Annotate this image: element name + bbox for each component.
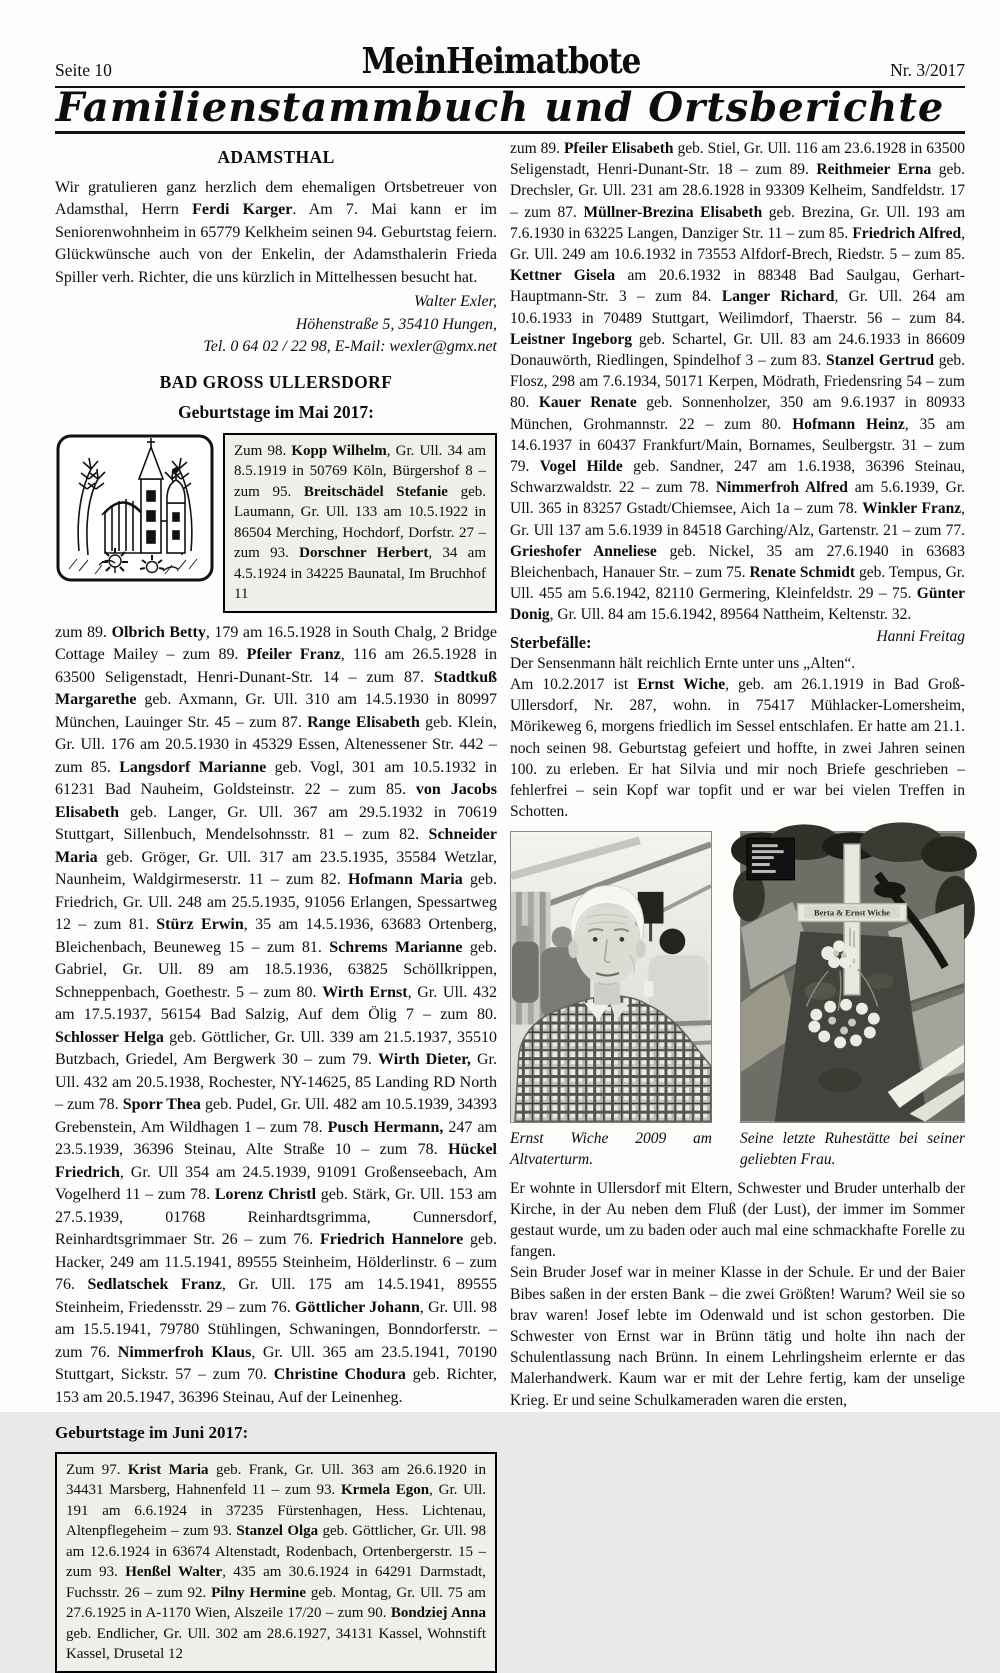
photo-row bbox=[510, 831, 965, 1170]
may-birthdays-heading: Geburtstage im Mai 2017: bbox=[178, 402, 374, 422]
june-birthdays-box: Zum 97. Krist Maria geb. Frank, Gr. Ull. 363 am 26.6.1920 in 34431 Marsberg, Hahnenfeld 11 – zum 93. Krmela Egon, Gr. Ull. 191 am 6.6.1924 in 37235 Fürstenhagen, Hess. Lichtenau, Altenpflegeheim – zum 93. Stanzel Olga geb. Göttlicher, Gr. Ull. 98 am 12.6.1924 in 63674 Altenstadt, Rodenbach, Ortenbergerstr. 15 – zum 93. Henßel Walter, 435 am 30.6.1924 in 64291 Darmstadt, Fuchsstr. 26 – zum 92. Pilny Hermine geb. Montag, Gr. Ull. 75 am 27.6.1925 in A-1170 Wien, Alszeile 17/20 – zum 90. Bondziej Anna geb. Endlicher, Gr. Ull. 302 am 28.6.1927, 34131 Kassel, Wohnstift Kassel, Drusetal 12 bbox=[55, 1452, 497, 1673]
grave-photo bbox=[740, 831, 965, 1123]
grave-photo-figure bbox=[740, 831, 965, 1170]
adamsthal-body: Wir gratulieren ganz herzlich dem ehemaligen Ortsbetreuer von Adamsthal, Herrn Ferdi Karger. Am 7. Mai kann er im Seniorenwohnheim in 65779 Kelkheim seinen 94. Geburtstag feiern. Glückwünsche auch von der Enkelin, der Adamsthalerin Frieda Spiller verh. Richter, die uns kürzlich in Mittelhessen besucht hat. bbox=[55, 178, 497, 286]
may-birthdays-list: zum 89. Olbrich Betty, 179 am 16.5.1928 in South Chalg, 2 Bridge Cottage Mailey – zum 89. Pfeiler Franz, 116 am 26.5.1928 in 63500 Seligenstadt, Henri-Dunant-Str. 14 – zum 87. Stadtkuß Margarethe geb. Axmann, Gr. Ull. 310 am 14.5.1930 in 80997 München, Lauinger Str. 45 – zum 87. Range Elisabeth geb. Klein, Gr. Ull. 176 am 20.5.1930 in 45329 Essen, Altenessener Str. 442 – zum 85. Langsdorf Marianne geb. Vogl, 301 am 10.5.1932 in 61231 Bad Nauheim, Goldsteinstr. 22 – zum 85. von Jacobs Elisabeth geb. Langer, Gr. Ull. 367 am 29.5.1932 in 70619 Stuttgart, Sillenbuch, Mendelsohnsstr. 81 – zum 82. Schneider Maria geb. Gröger, Gr. Ull. 317 am 23.5.1935, 35584 Wetzlar, Naunheim, Waldgirmeserstr. 11 – zum 82. Hofmann Maria geb. Friedrich, Gr. Ull. 248 am 25.5.1935, 91056 Erlangen, Spessartweg 12 – zum 81. Stürz Erwin, 35 am 14.5.1936, 63683 Ortenberg, Bleichenbach, Beuneweg 15 – zum 81. Schrems Marianne geb. Gabriel, Gr. Ull. 89 am 18.5.1936, 63825 Schöllkrippen, Schneppenbach, Goethestr. 5 – zum 80. Wirth Ernst, Gr. Ull. 432 am 17.5.1937, 56154 Bad Salzig, Auf dem Ölig 7 – zum 80. Schlosser Helga geb. Göttlicher, Gr. Ull. 339 am 21.5.1937, 35510 Butzbach, Griedel, Am Bergwerk 30 – zum 79. Wirth Dieter, Gr. Ull. 432 am 20.5.1938, Rochester, NY-14625, 85 Landing RD North – zum 78. Sporr Thea geb. Pudel, Gr. Ull. 482 am 10.5.1939, 34393 Grebenstein, Am Wildhagen 1 – zum 78. Pusch Hermann, 247 am 23.5.1939, 36396 Steinau, Alte Straße 10 – zum 78. Hückel Friedrich, Gr. Ull 354 am 24.5.1939, 91091 Großenseebach, Am Vogelherd 11 – zum 78. Lorenz Christl geb. Stärk, Gr. Ull. 153 am 27.5.1939, 01768 Reinhardtsgrimma, Cunnersdorf, Reinhardtsgrimmaer Str. 26 – zum 76. Friedrich Hannelore geb. Hacker, 249 am 11.5.1941, 89555 Steinheim, Hölderlinstr. 6 – zum 76. Sedlatschek Franz, Gr. Ull. 175 am 14.5.1941, 89555 Steinheim, Friedensstr. 29 – zum 76. Göttlicher Johann, Gr. Ull. 98 am 15.5.1941, 79780 Stühlingen, Schwaningen, Bonndorferstr. – zum 76. Nimmerfroh Klaus, Gr. Ull. 365 am 23.5.1941, 70190 Stuttgart, Sickstr. 57 – zum 70. Christine Chodura geb. Richter, 153 am 20.5.1947, 36396 Steinau, Auf der Leinenheg. bbox=[55, 623, 498, 1406]
title-rule bbox=[55, 131, 965, 134]
photo-caption-left: Ernst Wiche 2009 am Altvaterturm. bbox=[510, 1129, 712, 1168]
section-title: Familienstammbuch und Ortsberichte bbox=[55, 84, 945, 131]
left-column bbox=[55, 146, 497, 1673]
obituary-text: Am 10.2.2017 ist Ernst Wiche, geb. am 26.1.1919 in Bad Groß-Ullersdorf, Nr. 287, wohn. in 75417 Mühlacker-Lomersheim, Mörikeweg 6, morgens friedlich im Sessel entschlafen. Er hatte am 21.1. noch seinen 98. Geburtstag gefeiert und hoffte, in zwei Jahren seinen 100. zu erleben. Er hat Silvia und mir noch Briefe geschrieben – fehlerfrei – sein Kopf war topfit und er war bei vielen Treffen in Schotten. bbox=[510, 676, 965, 821]
issue-number: Nr. 3/2017 bbox=[890, 60, 965, 80]
deaths-heading: Sterbefälle: bbox=[510, 632, 592, 652]
signature-line: Tel. 0 64 02 / 22 98, E-Mail: wexler@gmx.net bbox=[203, 338, 497, 355]
june-birthdays-heading: Geburtstage im Juni 2017: bbox=[55, 1423, 249, 1442]
signature-line: Höhenstraße 5, 35410 Hungen, bbox=[295, 315, 497, 333]
adamsthal-heading: ADAMSTHAL bbox=[217, 147, 335, 167]
author-signature: Hanni Freitag bbox=[876, 627, 965, 645]
signature-line: Walter Exler, bbox=[414, 293, 497, 310]
memoir-paragraph-2: Sein Bruder Josef war in meiner Klasse in der Schule. Er und der Baier Bibes saßen in der ersten Bank – die zwei Größten! Warum? Weil sie so brav waren! Josef lebte im Odenwald und ist schon gestorben. Die Schwester von Ernst war in Brünn tätig und holte ihn nach der Schulentlassung nach Brünn. In einem Lehrlingsheim erlernte er das Malerhandwerk. Kaum war er mit der Lehre fertig, kam der unselige Krieg. Er und seine Schulkameraden waren die ersten, bbox=[510, 1264, 965, 1409]
june-birthdays-continued-text: zum 89. Pfeiler Elisabeth geb. Stiel, Gr. Ull. 116 am 23.6.1928 in 63500 Seligenstadt, Henri-Dunant-Str. 18 – zum 89. Reithmeier Erna geb. Drechsler, Gr. Ull. 231 am 28.6.1928 in 93309 Kelheim, Sandfeldstr. 17 – zum 87. Müllner-Brezina Elisabeth geb. Brezina, Gr. Ull. 193 am 7.6.1930 in 63225 Langen, Danziger Str. 11 – zum 85. Friedrich Alfred, Gr. Ull. 249 am 10.6.1932 in 73553 Alfdorf-Brech, Riedstr. 5 – zum 85. Kettner Gisela am 20.6.1932 in 88348 Bad Saulgau, Gerhart-Hauptmann-Str. 3 – zum 84. Langer Richard, Gr. Ull. 264 am 10.6.1933 in 70489 Stuttgart, Weilimdorf, Thaerstr. 56 – zum 84. Leistner Ingeborg geb. Schartel, Gr. Ull. 83 am 24.6.1933 in 86609 Donauwörth, Riedlingen, Spindelhof 3 – zum 83. Stanzel Gertrud geb. Flosz, 298 am 7.6.1934, 50171 Kerpen, Mödrath, Friedensring 54 – zum 80. Kauer Renate geb. Sonnenholzer, 350 am 9.6.1937 in 80933 München, Grohmannstr. 22 – zum 80. Hofmann Heinz, 35 am 14.6.1937 in 60437 Frankfurt/Main, Bornames, Seulbergstr. 31 – zum 79. Vogel Hilde geb. Sandner, 247 am 1.6.1938, 36396 Steinau, Schwarzwaldstr. 22 – zum 78. Nimmerfroh Alfred am 5.6.1939, Gr. Ull. 365 in 83257 Gstadt/Chiemsee, Aich 1a – zum 78. Winkler Franz, Gr. Ull 137 am 5.6.1939 in 84518 Garching/Alz, Gartenstr. 21 – zum 77. Grieshofer Anneliese geb. Nickel, 35 am 27.6.1940 in 63683 Bleichenbach, Hanauer Str. – zum 75. Renate Schmidt geb. Tempus, Gr. Ull. 455 am 5.6.1942, 82110 Germering, Kleinfeldstr. 29 – 75. Günter Donig, Gr. Ull. 84 am 15.6.1942, 89564 Nattheim, Keltenstr. 32. bbox=[510, 140, 966, 624]
masthead-logo: MeinHeimatbote bbox=[361, 40, 641, 82]
may-birthdays-box: Zum 98. Kopp Wilhelm, Gr. Ull. 34 am 8.5.1919 in 50769 Köln, Bürgershof 8 – zum 95. Breitschädel Stefanie geb. Laumann, Gr. Ull. 133 am 10.5.1922 in 86504 Merching, Hochdorf, Dorfstr. 27 – zum 93. Dorschner Herbert, 34 am 4.5.1924 in 34225 Baunatal, Im Bruchhof 11 bbox=[223, 433, 497, 613]
church-engraving-image bbox=[55, 433, 215, 583]
may-birthdays-row bbox=[55, 433, 497, 613]
contact-signature bbox=[55, 291, 497, 359]
deaths-intro: Der Sensenmann hält reichlich Ernte unter uns „Alten“. bbox=[510, 654, 856, 672]
grave-cross-label: Berta & Ernst Wiche bbox=[813, 907, 891, 918]
ernst-wiche-photo-figure bbox=[510, 831, 712, 1170]
ullersdorf-heading: BAD GROSS ULLERSDORF bbox=[159, 371, 393, 392]
page-number: Seite 10 bbox=[55, 60, 112, 80]
memoir-paragraph-1: Er wohnte in Ullersdorf mit Eltern, Schwester und Bruder unterhalb der Kirche, in der Au neben dem Fluß (der Lust), der immer im Sommer gestaut wurde, um zu baden oder auch mal eine schmackhafte Forelle zu fangen. bbox=[510, 1179, 965, 1261]
ernst-wiche-photo bbox=[510, 831, 712, 1123]
page-header bbox=[55, 36, 965, 82]
photo-caption-right: Seine letzte Ruhestätte bei seiner geliebten Frau. bbox=[740, 1129, 965, 1168]
right-column bbox=[510, 138, 965, 1411]
